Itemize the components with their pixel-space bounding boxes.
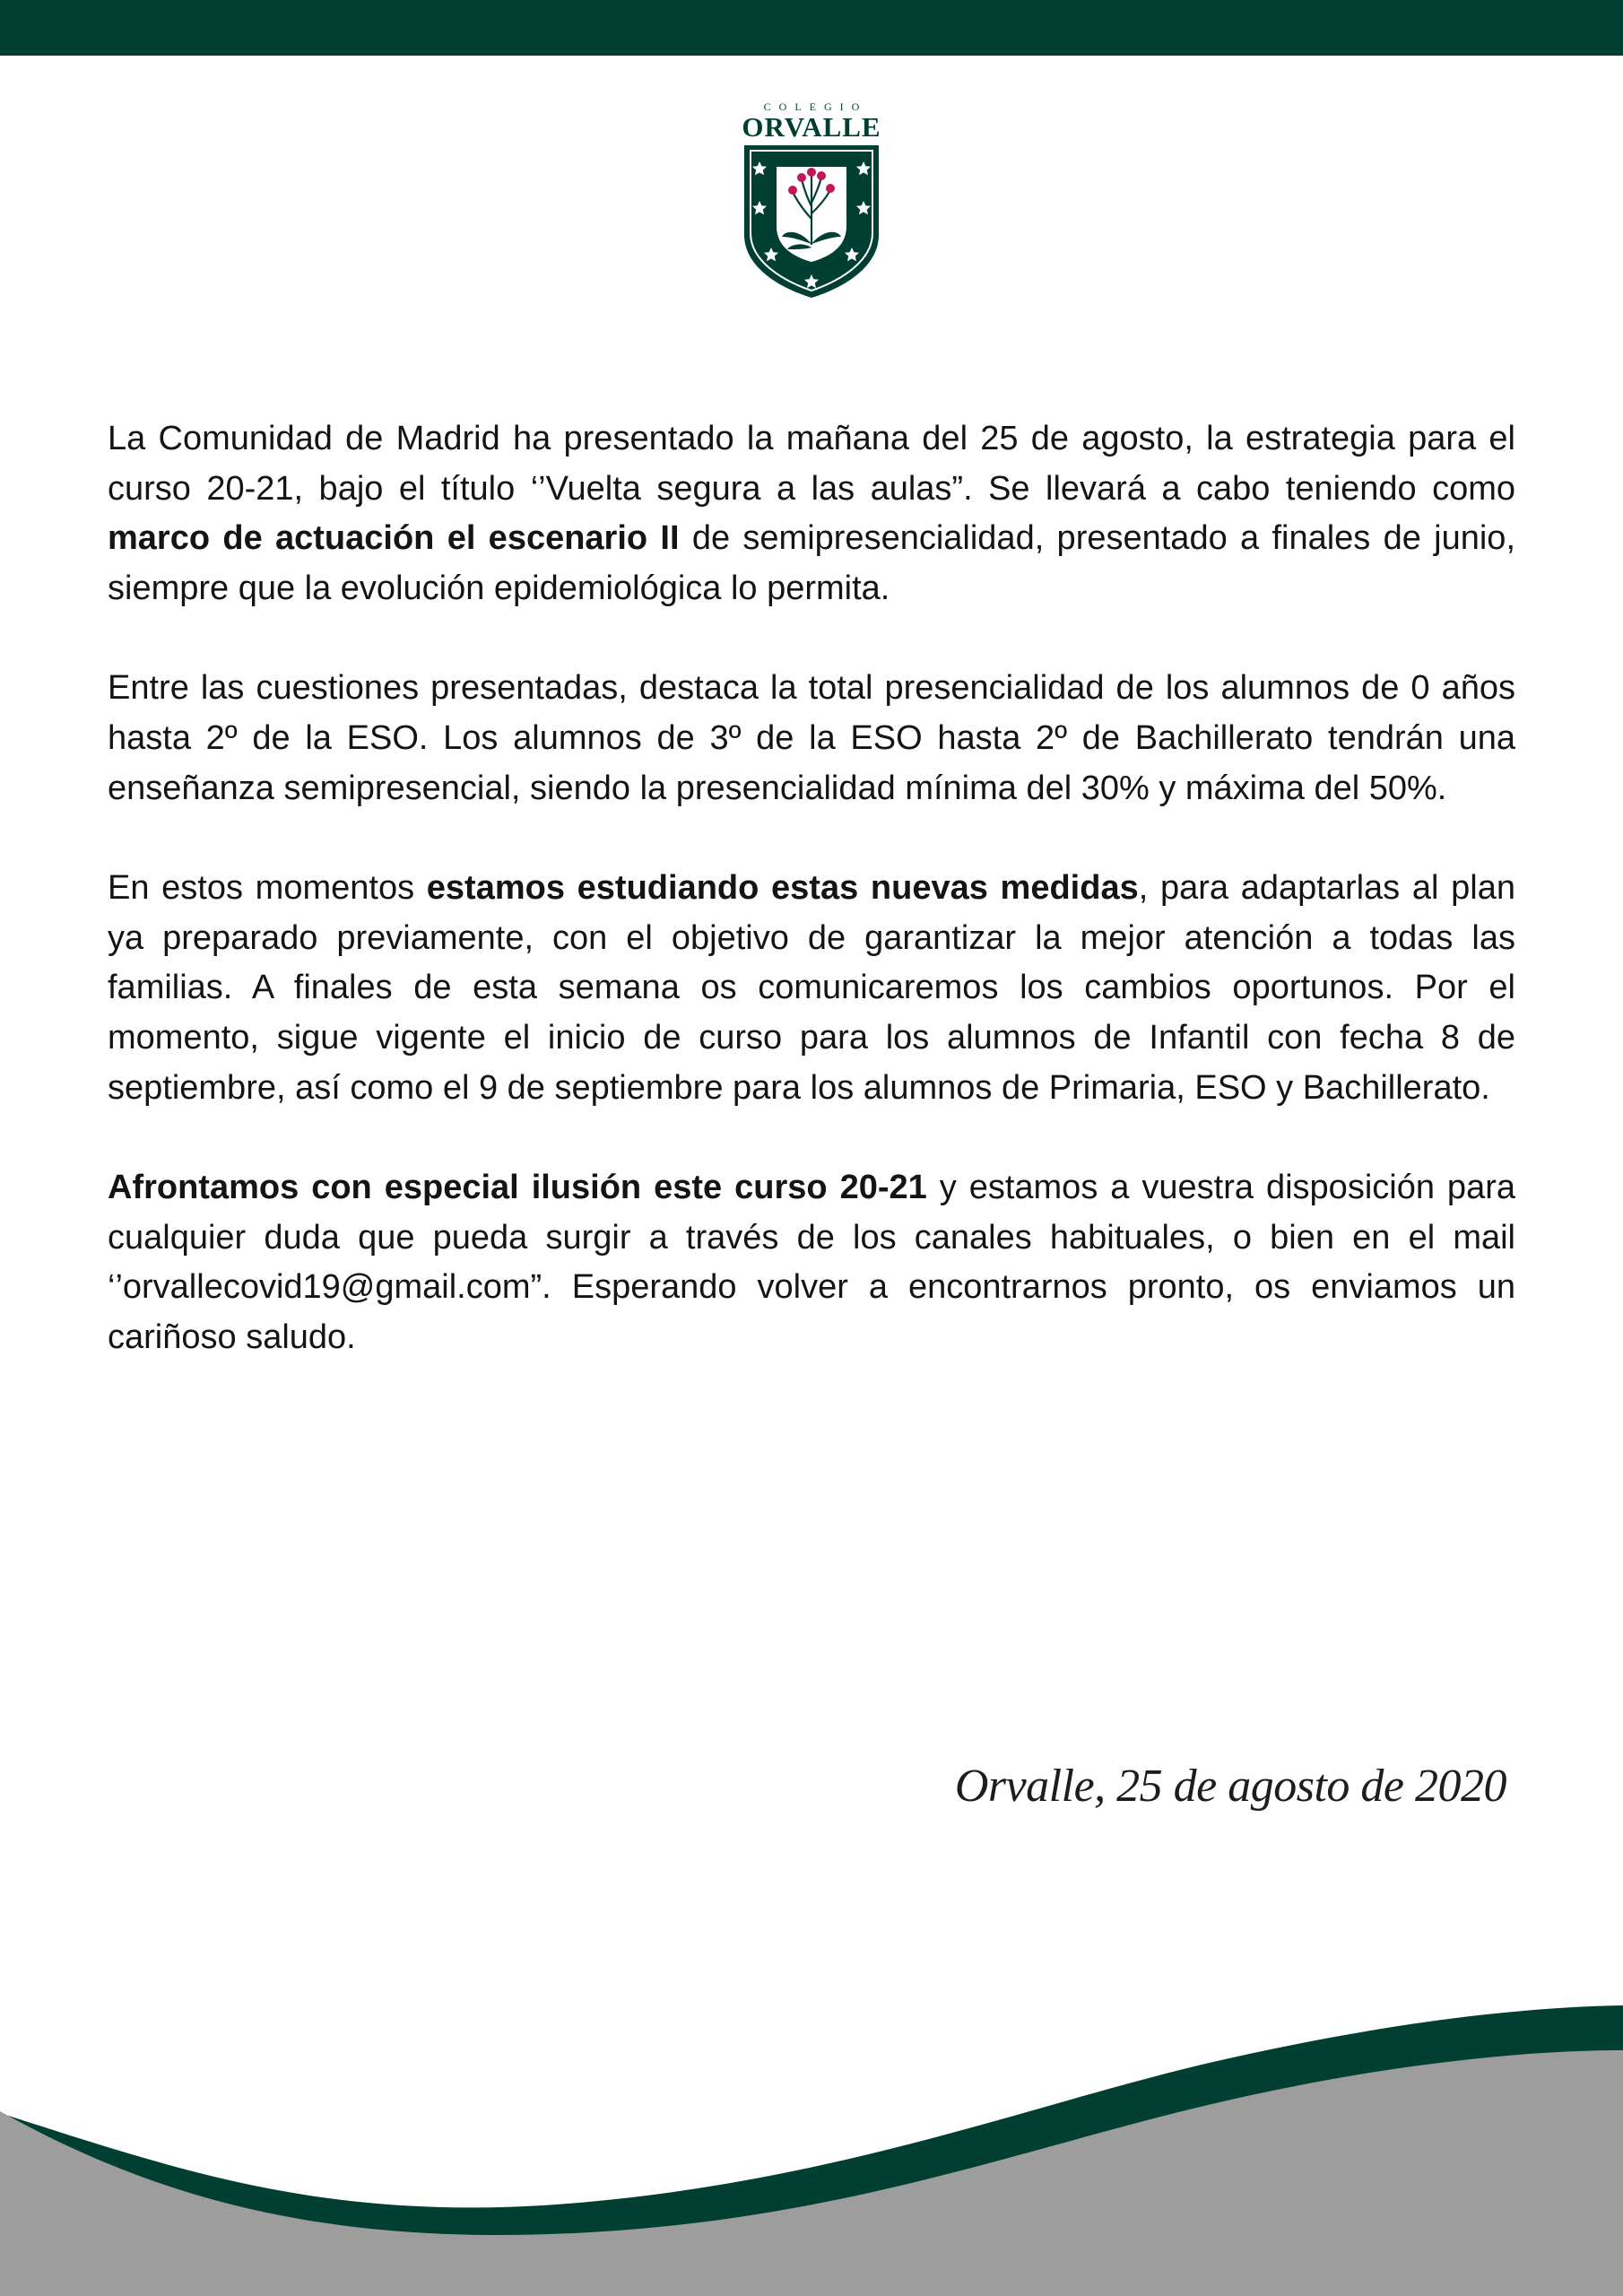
bottom-wave-decoration [0, 1964, 1623, 2296]
shield-icon [741, 144, 882, 300]
paragraph-3: En estos momentos estamos estudiando estas nuevas medidas, para adaptarlas al plan ya preparado previamente, con el objetivo de garantizar la mejor atención a todas las familias. A finales de esta semana os comunicaremos los cambios oportunos. Por el momento, sigue vigente el inicio de curso para los alumnos de Infantil con fecha 8 de septiembre, así como el 9 de septiembre para los alumnos de Primaria, ESO y Bachillerato. [108, 869, 1515, 1107]
logo-name: ORVALLE [742, 111, 881, 143]
school-logo [733, 100, 890, 300]
emphasis: Afrontamos con especial ilusión este curso 20-21 [108, 1169, 927, 1207]
paragraph-2: Entre las cuestiones presentadas, destaca la total presencialidad de los alumnos de 0 años hasta 2º de la ESO. Los alumnos de 3º de la ESO hasta 2º de Bachillerato tendrán una enseñanza semipresencial, siendo la presencialidad mínima del 30% y máxima del 50%. [108, 669, 1515, 807]
emphasis: marco de actuación el escenario II [108, 519, 680, 558]
emphasis: estamos estudiando estas nuevas medidas [426, 869, 1139, 908]
letter-body [108, 414, 1515, 1413]
paragraph-4: Afrontamos con especial ilusión este curso 20-21 y estamos a vuestra disposición para cualquier duda que pueda surgir a través de los canales habituales, o bien en el mail ‘’orvallecovid19@gmail.com”. Esperando volver a encontrarnos pronto, os enviamos un cariñoso saludo. [108, 1169, 1515, 1356]
paragraph-1: La Comunidad de Madrid ha presentado la mañana del 25 de agosto, la estrategia para el curso 20-21, bajo el título ‘’Vuelta segura a las aulas”. Se llevará a cabo teniendo como marco de actuación el escenario II de semipresencialidad, presentado a finales de junio, siempre que la evolución epidemiológica lo permita. [108, 420, 1515, 607]
top-green-bar [0, 0, 1623, 56]
place-and-date-signature: Orvalle, 25 de agosto de 2020 [954, 1761, 1506, 1812]
logo-small-text: COLEGIO [763, 100, 868, 113]
